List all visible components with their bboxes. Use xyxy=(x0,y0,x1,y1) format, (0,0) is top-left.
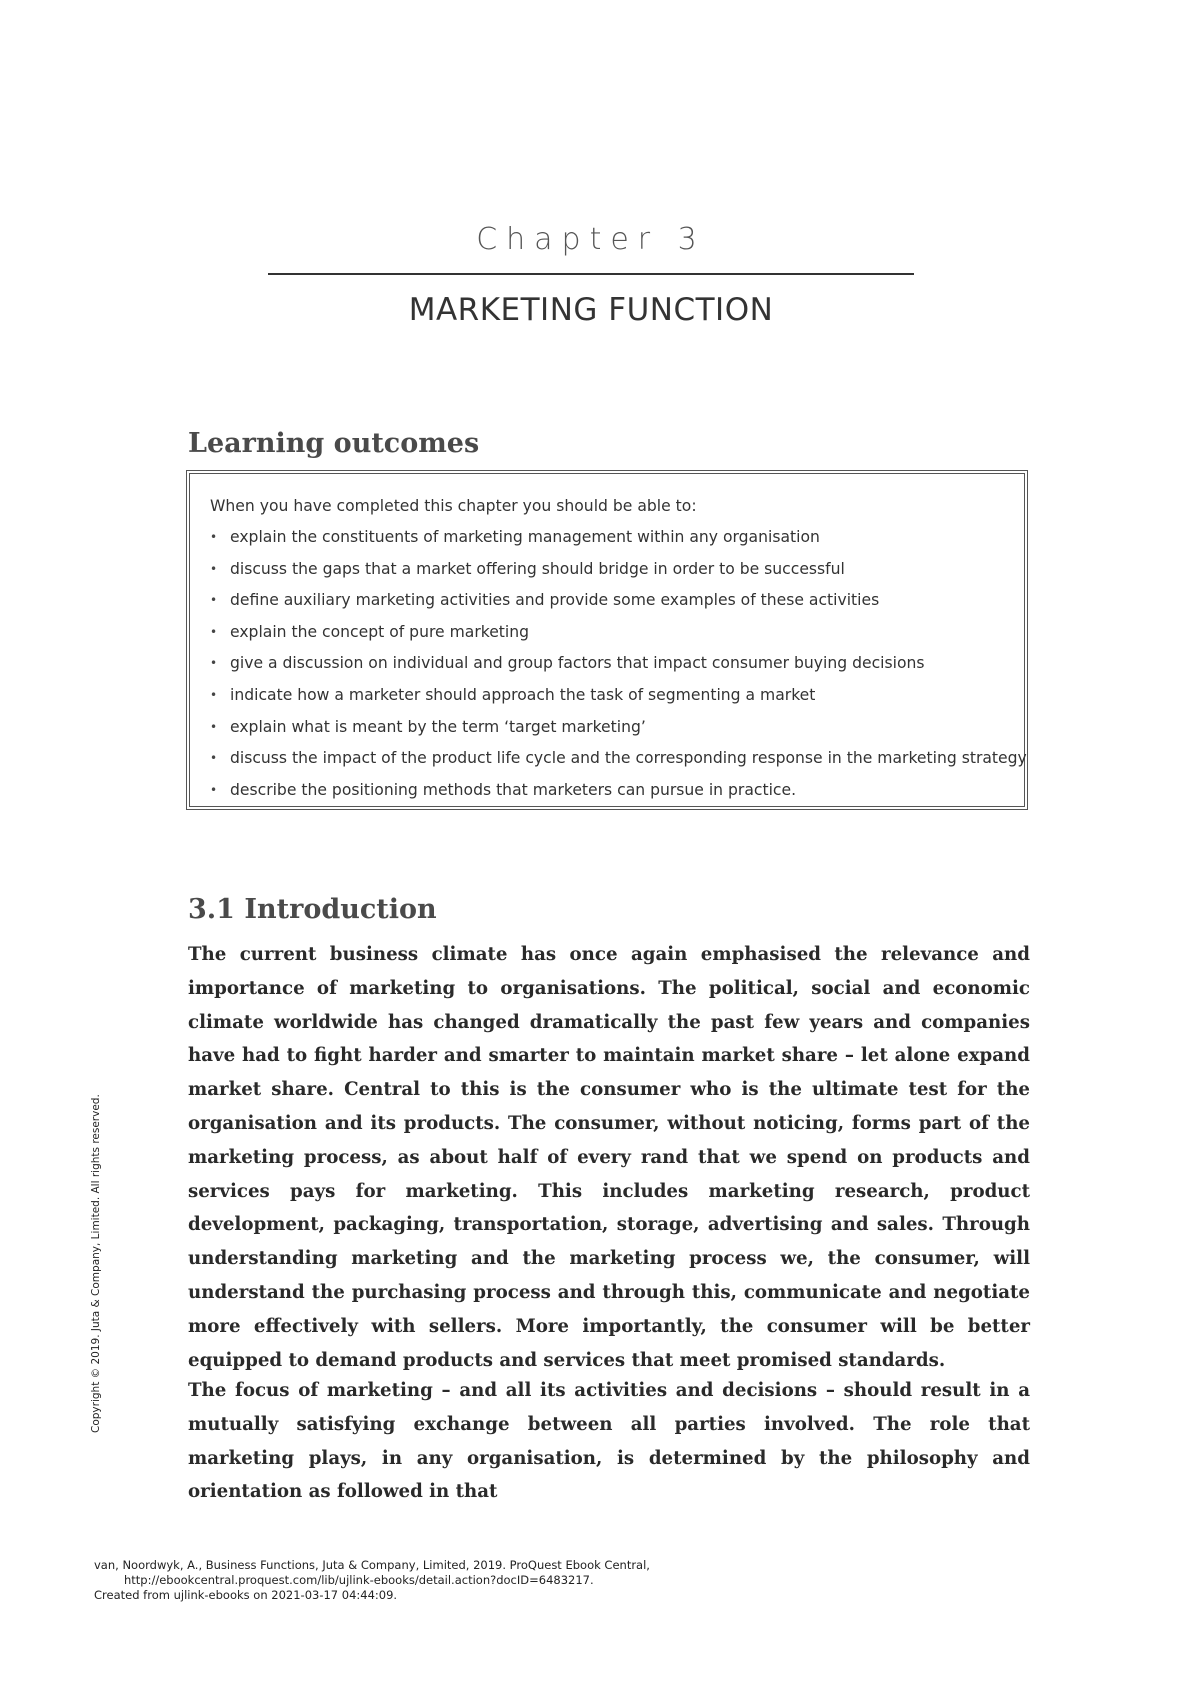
bullet-icon: • xyxy=(210,593,218,608)
footer-citation xyxy=(94,1558,650,1603)
list-item xyxy=(210,525,1006,557)
outcome-text: indicate how a marketer should approach the task of segmenting a market xyxy=(230,685,816,704)
chapter-title: MARKETING FUNCTION xyxy=(408,292,774,328)
outcome-text: give a discussion on individual and group factors that impact consumer buying decisions xyxy=(230,654,925,673)
footer-url: http://ebookcentral.proquest.com/lib/ujlink-ebooks/detail.action?docID=6483217. xyxy=(124,1573,594,1587)
bullet-icon: • xyxy=(210,656,218,671)
list-item xyxy=(210,651,1006,683)
outcome-text: discuss the gaps that a market offering should bridge in order to be successful xyxy=(230,559,845,578)
list-item xyxy=(210,557,1006,589)
outcome-text: describe the positioning methods that marketers can pursue in practice. xyxy=(230,780,797,799)
bullet-icon: • xyxy=(210,624,218,639)
learning-outcomes-heading: Learning outcomes xyxy=(188,428,480,459)
learning-outcomes-intro: When you have completed this chapter you should be able to: xyxy=(210,497,697,515)
learning-outcomes-box xyxy=(186,470,1028,810)
introduction-paragraph-2: The focus of marketing – and all its activities and decisions – should result in a mutually satisfying exchange between all parties involved. The role that marketing plays, in any organisation, is determined by the philosophy and orientation as followed in that xyxy=(188,1380,1030,1503)
list-item xyxy=(210,588,1006,620)
footer-citation-line: van, Noordwyk, A., Business Functions, Juta & Company, Limited, 2019. ProQuest Ebook Central, xyxy=(94,1558,650,1572)
outcome-text: define auxiliary marketing activities and provide some examples of these activities xyxy=(230,591,880,610)
bullet-icon: • xyxy=(210,719,218,734)
list-item xyxy=(210,746,1027,778)
outcome-text: explain what is meant by the term ‘target marketing’ xyxy=(230,717,646,736)
bullet-icon: • xyxy=(210,751,218,766)
introduction-paragraph-1: The current business climate has once again emphasised the relevance and importance of marketing to organisations. The political, social and economic climate worldwide has changed dramatically the past few years and companies have had to fight harder and smarter to maintain market share – let alone expand market share. Central to this is the consumer who is the ultimate test for the organisation and its products. The consumer, without noticing, forms part of the marketing process, as about half of every rand that we spend on products and services pays for marketing. This includes marketing research, product development, packaging, transportation, storage, advertising and sales. Through understanding marketing and the marketing process we, the consumer, will understand the purchasing process and through this, communicate and negotiate more effectively with sellers. More importantly, the consumer will be better equipped to demand products and services that meet promised standards. xyxy=(188,944,1030,1371)
footer-created: Created from ujlink-ebooks on 2021-03-17 04:44:09. xyxy=(94,1588,398,1602)
list-item xyxy=(210,715,1006,747)
bullet-icon: • xyxy=(210,687,218,702)
side-copyright-notice: Copyright © 2019. Juta & Company, Limited. All rights reserved. xyxy=(90,1094,102,1433)
list-item xyxy=(210,620,1006,652)
bullet-icon: • xyxy=(210,782,218,797)
list-item xyxy=(210,778,1006,810)
list-item xyxy=(210,683,1006,715)
outcome-text: discuss the impact of the product life cycle and the corresponding response in the marketing strategy xyxy=(230,749,1027,768)
bullet-icon: • xyxy=(210,530,218,544)
outcome-text: explain the constituents of marketing management within any organisation xyxy=(230,528,820,546)
outcome-text: explain the concept of pure marketing xyxy=(230,622,530,641)
chapter-label: Chapter 3 xyxy=(476,222,706,257)
bullet-icon: • xyxy=(210,561,218,576)
chapter-divider xyxy=(268,273,914,275)
introduction-heading: 3.1 Introduction xyxy=(188,894,437,925)
learning-outcomes-list xyxy=(210,525,1027,809)
